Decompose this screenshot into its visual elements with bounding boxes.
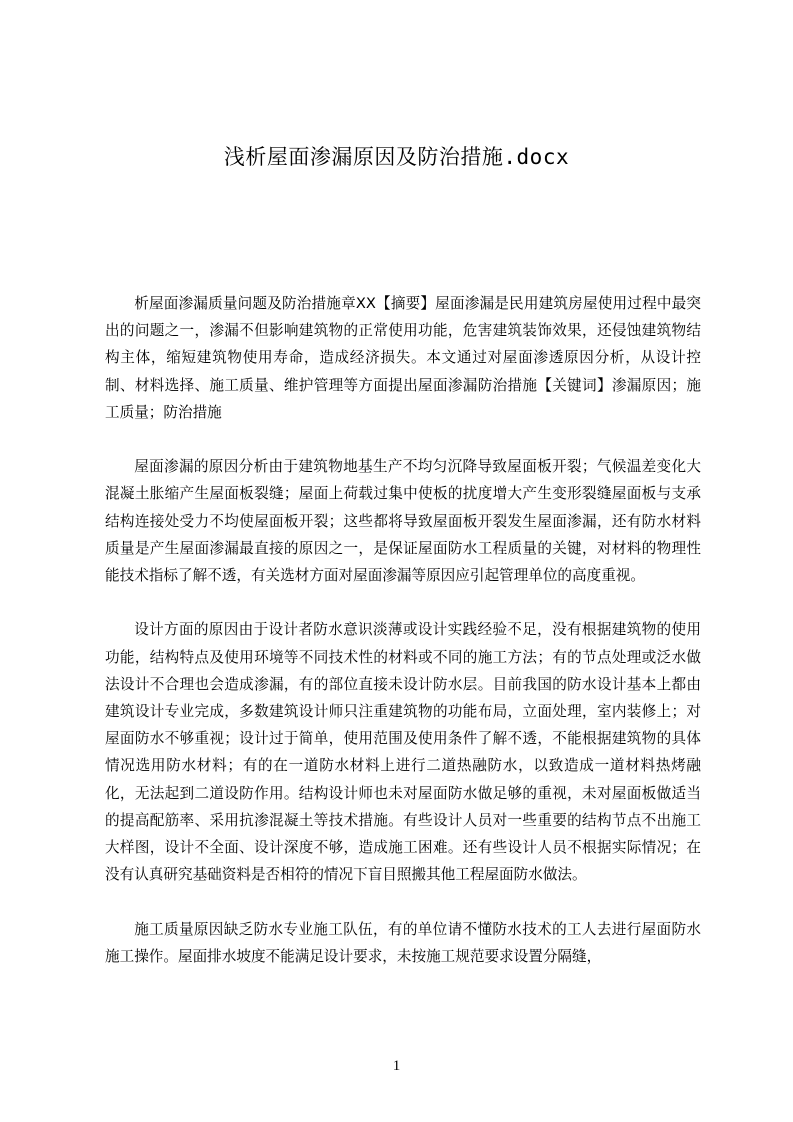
document-body — [105, 290, 701, 997]
page-number: 1 — [392, 1058, 401, 1074]
document-title: 浅析屋面渗漏原因及防治措施.docx — [223, 145, 570, 169]
paragraph-design-causes: 设计方面的原因由于设计者防水意识淡薄或设计实践经验不足，没有根据建筑物的使用功能，结构特点及使用环境等不同技术性的材料或不同的施工方法；有的节点处理或泛水做法设计不合理也会造成渗漏，有的部位直接未设计防水层。目前我国的防水设计基本上都由建筑设计专业完成，多数建筑设计师只注重建筑物的功能布局，立面处理，室内装修上；对屋面防水不够重视；设计过于简单，使用范围及使用条件了解不透，不能根据建筑物的具体情况选用防水材料；有的在一道防水材料上进行二道热融防水，以致造成一道材料热烤融化，无法起到二道设防作用。结构设计师也未对屋面防水做足够的重视，未对屋面板做适当的提高配筋率、采用抗渗混凝土等技术措施。有些设计人员对一些重要的结构节点不出施工大样图，设计不全面、设计深度不够，造成施工困难。还有些设计人员不根据实际情况；在没有认真研究基础资料是否相符的情况下盲目照搬其他工程屋面防水做法。 — [105, 621, 701, 884]
paragraph-abstract: 析屋面渗漏质量问题及防治措施章XX【摘要】屋面渗漏是民用建筑房屋使用过程中最突出的问题之一，渗漏不但影响建筑物的正常使用功能，危害建筑装饰效果，还侵蚀建筑物结构主体，缩短建筑物使用寿命，造成经济损失。本文通过对屋面渗透原因分析，从设计控制、材料选择、施工质量、维护管理等方面提出屋面渗漏防治措施【关键词】渗漏原因；施工质量；防治措施 — [105, 295, 701, 421]
paragraph-construction-quality: 施工质量原因缺乏防水专业施工队伍，有的单位请不懂防水技术的工人去进行屋面防水施工操作。屋面排水坡度不能满足设计要求，未按施工规范要求设置分隔缝， — [105, 920, 701, 965]
paragraph-cause-analysis: 屋面渗漏的原因分析由于建筑物地基生产不均匀沉降导致屋面板开裂；气候温差变化大混凝土胀缩产生屋面板裂缝；屋面上荷载过集中使板的扰度增大产生变形裂缝屋面板与支承结构连接处受力不均使屋面板开裂；这些都将导致屋面板开裂发生屋面渗漏，还有防水材料质量是产生屋面渗漏最直接的原因之一，是保证屋面防水工程质量的关键，对材料的物理性能技术指标了解不透，有关选材方面对屋面渗漏等原因应引起管理单位的高度重视。 — [105, 458, 701, 585]
